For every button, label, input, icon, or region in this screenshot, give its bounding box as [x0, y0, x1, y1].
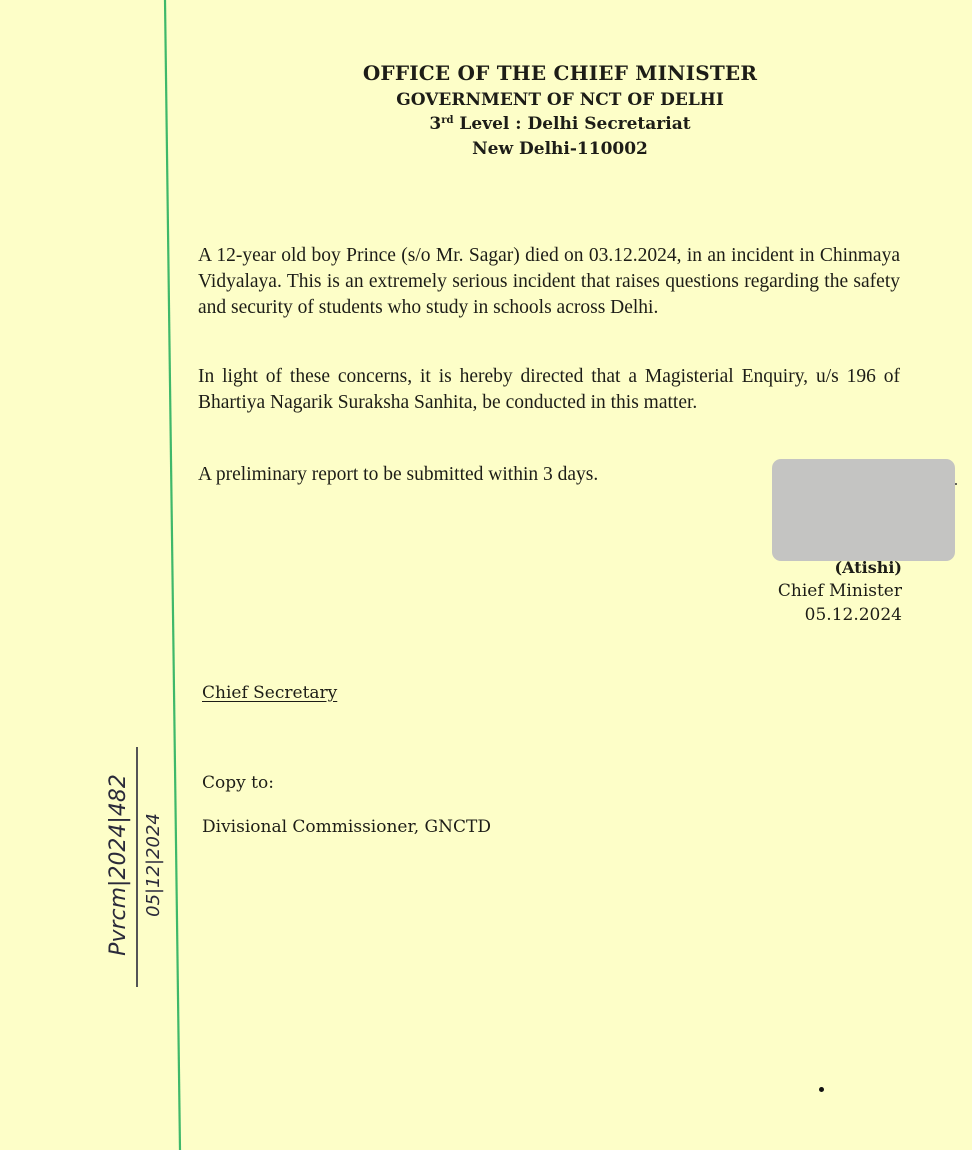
level-rest: Level : Delhi Secretariat [453, 114, 691, 134]
ink-dot [819, 1087, 824, 1092]
signatory-title: Chief Minister [777, 581, 902, 601]
letterhead-level [240, 114, 880, 134]
letterhead-office: OFFICE OF THE CHIEF MINISTER [362, 61, 758, 85]
letterhead-government: GOVERNMENT OF NCT OF DELHI [396, 90, 724, 110]
body-paragraph-2: In light of these concerns, it is hereby directed that a Magisterial Enquiry, u/s 196 of Bhartiya Nagarik Suraksha Sanhita, be conducted in this matter. [198, 366, 900, 413]
addressee: Chief Secretary [202, 683, 338, 703]
body-paragraph-1: A 12-year old boy Prince (s/o Mr. Sagar) died on 03.12.2024, in an incident in Chinmaya Vidyalaya. This is an extremely serious incident that raises questions regarding the safety and security of students who study in schools across Delhi. [198, 245, 900, 318]
handwritten-note [92, 740, 182, 990]
body-paragraph-3: A preliminary report to be submitted within 3 days. [198, 464, 599, 485]
signature-date: 05.12.2024 [804, 605, 902, 625]
level-suffix: rd [441, 115, 454, 126]
copy-recipient: Divisional Commissioner, GNCTD [202, 817, 491, 837]
handwritten-date: 05|12|2024 [143, 813, 164, 917]
signatory-name: (Atishi) [834, 558, 902, 577]
letterhead-city: New Delhi-110002 [472, 139, 648, 159]
level-number: 3 [429, 114, 442, 134]
speck [955, 483, 957, 485]
handwritten-reference: Pvrcm|2024|482 [106, 774, 131, 956]
copy-to-label: Copy to: [202, 773, 274, 793]
redacted-signature [772, 459, 955, 561]
